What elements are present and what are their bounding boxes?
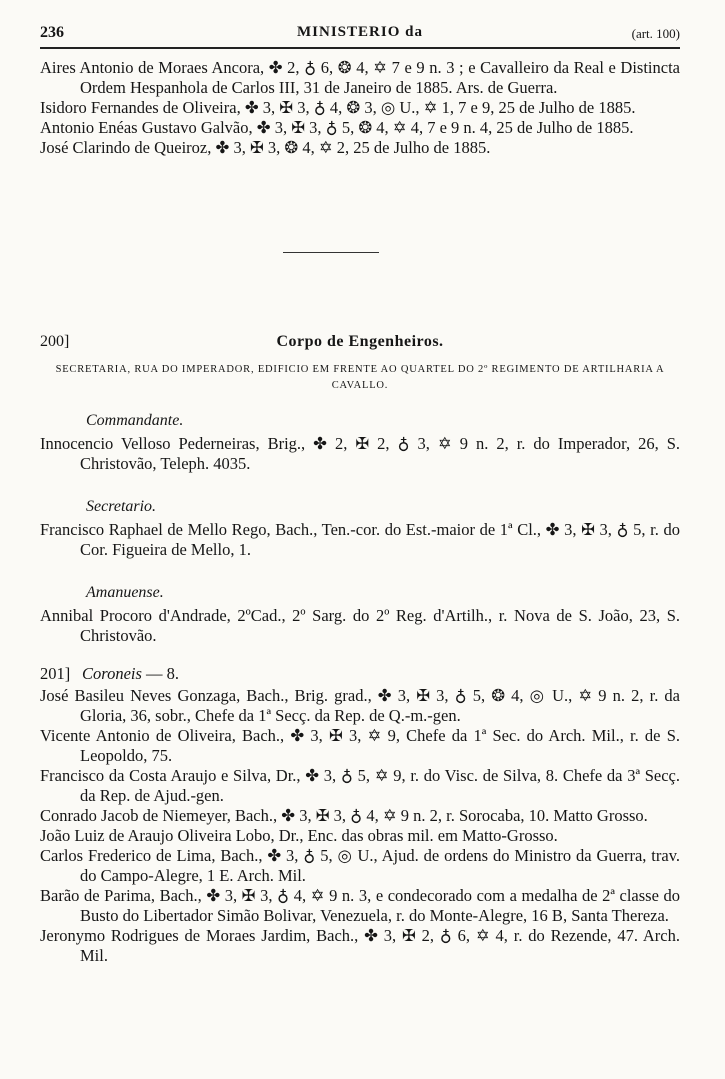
subheading-amanuense: Amanuense. <box>86 584 164 601</box>
list-item: Isidoro Fernandes de Oliveira, ✤ 3, ✠ 3, ♁ 4, ❂ 3, ◎ U., ✡ 1, 7 e 9, 25 de Julho de 1885. <box>40 98 636 117</box>
list-item: Innocencio Velloso Pederneiras, Brig., ✤ 2, ✠ 2, ♁ 3, ✡ 9 n. 2, r. do Imperador, 26, S. Christovão, Teleph. 4035. <box>40 434 680 473</box>
section-number: 200] <box>40 333 70 350</box>
list-item: José Basileu Neves Gonzaga, Bach., Brig. grad., ✤ 3, ✠ 3, ♁ 5, ❂ 4, ◎ U., ✡ 9 n. 2, r. da Gloria, 36, sobr., Chefe da 1ª Secç. da Rep. de Q.-m.-gen. <box>40 686 680 725</box>
secretario-entries <box>40 520 680 560</box>
commandante-entries <box>40 434 680 474</box>
article-ref: (art. 100) <box>631 26 680 41</box>
header-rule <box>40 47 680 49</box>
section-divider <box>283 252 379 253</box>
coroneis-heading <box>82 664 179 684</box>
list-item: João Luiz de Araujo Oliveira Lobo, Dr., Enc. das obras mil. em Matto-Grosso. <box>40 826 558 845</box>
coroneis-count: — 8. <box>146 664 180 683</box>
page-header <box>40 24 680 48</box>
list-item: Barão de Parima, Bach., ✤ 3, ✠ 3, ♁ 4, ✡ 9 n. 3, e condecorado com a medalha de 2ª classe do Busto do Libertador Simão Bolivar, Venezuela, r. do Monte-Alegre, 16 B, Santa Thereza. <box>40 886 680 925</box>
page-number: 236 <box>40 24 64 41</box>
list-item: Conrado Jacob de Niemeyer, Bach., ✤ 3, ✠ 3, ♁ 4, ✡ 9 n. 2, r. Sorocaba, 10. Matto Grosso. <box>40 806 648 825</box>
list-item: Carlos Frederico de Lima, Bach., ✤ 3, ♁ 5, ◎ U., Ajud. de ordens do Ministro da Guerra, trav. do Campo-Alegre, 1 E. Arch. Mil. <box>40 846 680 885</box>
list-item: Aires Antonio de Moraes Ancora, ✤ 2, ♁ 6, ❂ 4, ✡ 7 e 9 n. 3 ; e Cavalleiro da Real e Distincta Ordem Hespanhola de Carlos III, 31 de Janeiro de 1885. Ars. de Guerra. <box>40 58 680 97</box>
list-item: Jeronymo Rodrigues de Moraes Jardim, Bach., ✤ 3, ✠ 2, ♁ 6, ✡ 4, r. do Rezende, 47. Arch. Mil. <box>40 926 680 965</box>
list-item: Francisco da Costa Araujo e Silva, Dr., ✤ 3, ♁ 5, ✡ 9, r. do Visc. de Silva, 8. Chefe da 3ª Secç. da Rep. de Ajud.-gen. <box>40 766 680 805</box>
list-item: Annibal Procoro d'Andrade, 2ºCad., 2º Sarg. do 2º Reg. d'Artilh., r. Nova de S. João, 23, S. Christovão. <box>40 606 680 645</box>
subheading-commandante: Commandante. <box>86 412 184 429</box>
amanuense-entries <box>40 606 680 646</box>
subheading-secretario: Secretario. <box>86 498 157 515</box>
coroneis-number: 201] <box>40 664 71 683</box>
list-item: José Clarindo de Queiroz, ✤ 3, ✠ 3, ❂ 4, ✡ 2, 25 de Julho de 1885. <box>40 138 491 157</box>
section-title: Corpo de Engenheiros. <box>276 333 444 350</box>
running-title: MINISTERIO da <box>297 24 423 40</box>
coroneis-label: Coroneis <box>82 664 142 683</box>
list-item: Antonio Enéas Gustavo Galvão, ✤ 3, ✠ 3, ♁ 5, ❂ 4, ✡ 4, 7 e 9 n. 4, 25 de Julho de 1885. <box>40 118 634 137</box>
list-item: Vicente Antonio de Oliveira, Bach., ✤ 3, ✠ 3, ✡ 9, Chefe da 1ª Sec. do Arch. Mil., r. de S. Leopoldo, 75. <box>40 726 680 765</box>
list-item: Francisco Raphael de Mello Rego, Bach., Ten.-cor. do Est.-maior de 1ª Cl., ✤ 3, ✠ 3, ♁ 5, r. do Cor. Figueira de Mello, 1. <box>40 520 680 559</box>
top-entries <box>40 58 680 158</box>
coroneis-entries <box>40 686 680 966</box>
section-address: SECRETARIA, RUA DO IMPERADOR, EDIFICIO EM FRENTE AO QUARTEL DO 2º REGIMENTO DE ARTILHARIA A CAVALLO. <box>55 364 665 391</box>
section-heading <box>40 333 680 355</box>
